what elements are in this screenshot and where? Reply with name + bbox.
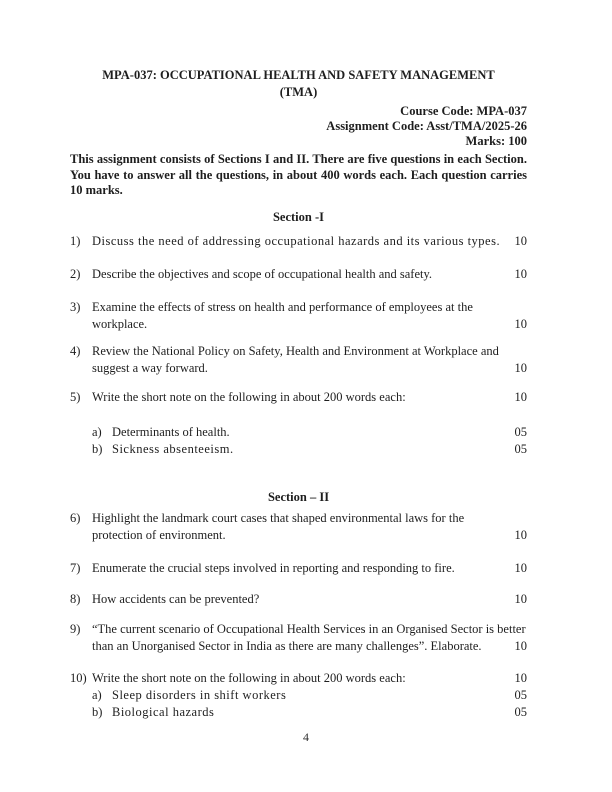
- question-marks: 10: [514, 591, 527, 606]
- question-row-6: [70, 510, 527, 544]
- question-row-7: [70, 560, 527, 577]
- question-row-8: [70, 591, 527, 608]
- question-marks: 10: [514, 560, 527, 575]
- question-text: Enumerate the crucial steps involved in reporting and responding to fire.: [92, 560, 455, 575]
- question-number: 9): [70, 621, 81, 636]
- question-marks: 10: [514, 316, 527, 331]
- question-marks: 10: [514, 670, 527, 685]
- subquestion-text: Sleep disorders in shift workers: [112, 687, 287, 702]
- question-row-2: [70, 266, 527, 283]
- question-row-3: [70, 299, 527, 333]
- page-number: 4: [303, 730, 309, 744]
- question-row-5: [70, 389, 527, 406]
- question-text: Describe the objectives and scope of occupational health and safety.: [92, 266, 433, 281]
- assignment-code: Assignment Code: Asst/TMA/2025-26: [326, 119, 527, 133]
- question-number: 2): [70, 266, 81, 281]
- subquestion-row-5b: [92, 441, 527, 458]
- subquestion-marks: 05: [514, 704, 527, 719]
- subquestion-number: a): [92, 687, 102, 702]
- question-marks: 10: [514, 527, 527, 542]
- assignment-instructions: This assignment consists of Sections I and II. There are five questions in each Section. You have to answer all the questions, in about 400 words each. Each question carries 10 marks.: [70, 152, 527, 197]
- question-number: 1): [70, 233, 81, 248]
- question-marks: 10: [514, 233, 527, 248]
- question-marks: 10: [514, 389, 527, 404]
- course-code: Course Code: MPA-037: [400, 104, 527, 118]
- subquestion-marks: 05: [514, 441, 527, 456]
- header-codes-block: [70, 104, 527, 149]
- question-text: Highlight the landmark court cases that shaped environmental laws for the protection of environment.: [92, 510, 465, 542]
- question-text: Review the National Policy on Safety, Health and Environment at Workplace and suggest a way forward.: [92, 343, 499, 375]
- total-marks: Marks: 100: [465, 134, 527, 148]
- question-text: Discuss the need of addressing occupational hazards and its various types.: [92, 233, 501, 248]
- document-title: MPA-037: OCCUPATIONAL HEALTH AND SAFETY MANAGEMENT: [102, 68, 495, 82]
- subquestion-row-5a: [92, 424, 527, 441]
- subquestion-number: b): [92, 441, 103, 456]
- question-row-1: [70, 233, 527, 250]
- question-text: How accidents can be prevented?: [92, 591, 260, 606]
- question-number: 4): [70, 343, 81, 358]
- question-text: Write the short note on the following in about 200 words each:: [92, 670, 406, 685]
- question-text: Examine the effects of stress on health and performance of employees at the workplace.: [92, 299, 473, 331]
- question-row-9: [70, 621, 527, 655]
- subquestion-text: Sickness absenteeism.: [112, 441, 234, 456]
- document-subtitle: (TMA): [279, 85, 318, 99]
- subquestion-text: Biological hazards: [112, 704, 215, 719]
- question-marks: 10: [514, 638, 527, 653]
- subquestion-row-10a: [92, 687, 527, 704]
- question-row-4: [70, 343, 527, 377]
- question-text: “The current scenario of Occupational Health Services in an Organised Sector is better than an Unorganised Sector in India as there are many challenges”. Elaborate.: [92, 621, 526, 653]
- question-number: 8): [70, 591, 81, 606]
- question-row-10: [70, 670, 527, 687]
- question-marks: 10: [514, 266, 527, 281]
- subquestion-text: Determinants of health.: [112, 424, 230, 439]
- subquestion-number: a): [92, 424, 102, 439]
- question-marks: 10: [514, 360, 527, 375]
- question-number: 5): [70, 389, 81, 404]
- question-number: 3): [70, 299, 81, 314]
- question-text: Write the short note on the following in about 200 words each:: [92, 389, 406, 404]
- subquestion-row-10b: [92, 704, 527, 721]
- question-number: 6): [70, 510, 81, 525]
- subquestion-marks: 05: [514, 424, 527, 439]
- subquestion-marks: 05: [514, 687, 527, 702]
- subquestion-number: b): [92, 704, 103, 719]
- question-number: 7): [70, 560, 81, 575]
- section-2-heading: Section – II: [267, 489, 330, 504]
- question-number: 10): [70, 670, 87, 685]
- section-1-heading: Section -I: [272, 209, 325, 224]
